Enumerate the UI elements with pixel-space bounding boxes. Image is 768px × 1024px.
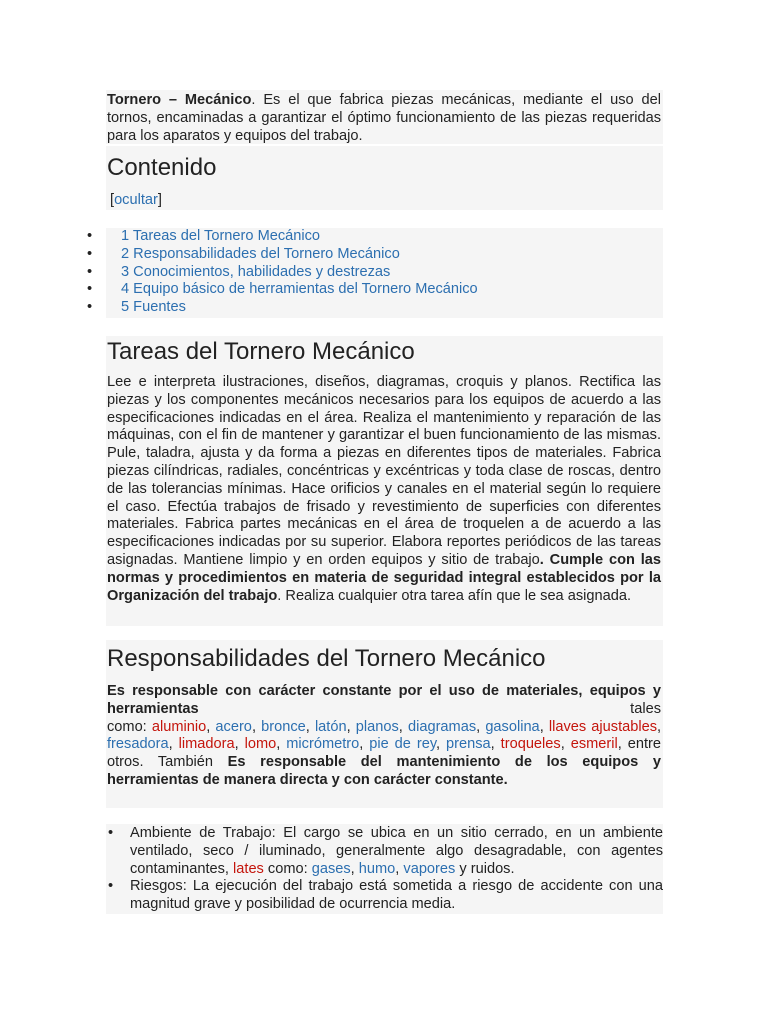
tasks-text: Lee e interpreta ilustraciones, diseños, diagramas, croquis y planos. Rectifica las piezas y los componentes mecánicos necesarios para los equipos de acuerdo a las especificaciones indicadas en el área. Realiza el mantenimiento y reparación de las máquinas, con el fin de mantener y garantizar el buen funcionamiento de las mismas. Pule, taladra, ajusta y da forma a piezas en diferentes tipos de materiales. Fabrica piezas cilíndricas, radiales, concéntricas y excéntricas y toda clase de roscas, dentro de las tolerancias mínimas. Hace orificios y canales en el material según lo requiere el caso. Efectúa trabajos de frisado y revestimiento de superficies con diferentes materiales. Fabrica partes mecánicas en el área de troquelen a de acuerdo a las especificaciones indicadas por su superior. Elabora reportes periódicos de las tareas asignadas. Mantiene limpio y en orden equipos y sitio de trabajo <box>107 374 661 568</box>
resp-line-1 <box>107 683 661 719</box>
link-llaves-ajustables[interactable]: llaves ajustables <box>548 718 658 735</box>
link-humo[interactable]: humo <box>358 860 396 877</box>
contents-heading: Contenido <box>107 154 217 181</box>
resp-bold-1: Es responsable con carácter constante por el uso de materiales, equipos y herramientas <box>107 683 661 717</box>
link-lates[interactable]: lates <box>233 860 264 877</box>
link-gasolina[interactable]: gasolina <box>485 718 540 735</box>
responsibilities-heading: Responsabilidades del Tornero Mecánico <box>107 645 546 672</box>
env-end: y ruidos. <box>455 860 515 877</box>
responsibilities-paragraph <box>107 683 661 790</box>
risk-item <box>106 878 663 914</box>
hide-toc-link[interactable]: ocultar <box>114 192 158 208</box>
toc-toggle <box>110 192 162 210</box>
environment-item: • Ambiente de Trabajo: El cargo se ubica en un sitio cerrado, en un ambiente ventilado, seco / iluminado, generalmente algo desagradable, con agentes contaminantes, lates como: gases, humo, vapores y ruidos. <box>106 825 663 878</box>
link-aluminio[interactable]: aluminio <box>151 718 207 735</box>
link-lomo[interactable]: lomo <box>244 736 277 753</box>
tasks-dot: . <box>539 551 550 568</box>
tasks-tail: . Realiza cualquier otra tarea afín que le sea asignada. <box>277 587 632 604</box>
toc-link-conocimientos[interactable]: 3 Conocimientos, habilidades y destrezas <box>121 263 391 280</box>
tasks-bold: Cumple con las normas y procedimientos en materia de seguridad integral establecidos por la Organización del trabajo <box>107 551 661 604</box>
tasks-heading: Tareas del Tornero Mecánico <box>107 338 415 365</box>
contents-header-block <box>106 146 663 210</box>
link-prensa[interactable]: prensa <box>446 736 491 753</box>
resp-bold-2: Es responsable del mantenimiento de los equipos y herramientas de manera directa y con carácter constante. <box>107 754 661 788</box>
link-diagramas[interactable]: diagramas <box>407 718 477 735</box>
toc-link-responsabilidades[interactable]: 2 Responsabilidades del Tornero Mecánico <box>121 245 400 262</box>
toc-block <box>106 228 663 318</box>
link-troqueles[interactable]: troqueles <box>500 736 561 753</box>
responsibilities-section <box>106 640 663 808</box>
intro-title: Tornero – Mecánico <box>107 92 252 108</box>
link-acero[interactable]: acero <box>215 718 252 735</box>
env-text: Ambiente de Trabajo: El cargo se ubica en un sitio cerrado, en un ambiente ventilado, seco / iluminado, generalmente algo desagradable, con agentes contaminantes, <box>130 825 663 877</box>
env-como: como: <box>263 860 312 877</box>
bracket-close: ] <box>157 192 162 208</box>
risk-text: Riesgos: La ejecución del trabajo está sometida a riesgo de accidente con una magnitud grave y posibilidad de ocurrencia media. <box>130 878 663 913</box>
toc-item[interactable] <box>99 281 478 299</box>
link-limadora[interactable]: limadora <box>178 736 235 753</box>
toc-item[interactable] <box>99 228 478 246</box>
link-planos[interactable]: planos <box>355 718 399 735</box>
link-vapores[interactable]: vapores <box>403 860 456 877</box>
link-laton[interactable]: latón <box>314 718 347 735</box>
tasks-paragraph <box>107 374 661 605</box>
link-gases[interactable]: gases <box>311 860 351 877</box>
toc-item[interactable] <box>99 264 478 282</box>
intro-text: . Es el que fabrica piezas mecánicas, mediante el uso del tornos, encaminadas a garantizar el óptimo funcionamiento de las piezas requeridas para los aparatos y equipos del trabajo. <box>107 92 662 144</box>
link-fresadora[interactable]: fresadora <box>107 736 169 753</box>
link-pie-de-rey[interactable]: pie de rey <box>369 736 437 753</box>
toc-link-fuentes[interactable]: 5 Fuentes <box>121 299 186 316</box>
resp-body: como: aluminio, acero, bronce, latón, planos, diagramas, gasolina, llaves ajustables, fresadora, limadora, lomo, micrómetro, pie de rey, prensa, troqueles, esmeril, entre otros. También Es responsable del mantenimiento de los equipos y herramientas de manera directa y con carácter constante. <box>107 718 662 788</box>
toc-list <box>99 228 478 317</box>
link-bronce[interactable]: bronce <box>261 718 306 735</box>
bracket-open: [ <box>110 192 115 208</box>
resp-entre: , entre otros. También <box>107 736 662 771</box>
link-micrometro[interactable]: micrómetro <box>286 736 360 753</box>
resp-como: como: <box>107 718 152 735</box>
toc-link-tareas[interactable]: 1 Tareas del Tornero Mecánico <box>121 228 321 244</box>
environment-block <box>106 824 663 914</box>
environment-list <box>106 825 663 914</box>
resp-tales: tales <box>630 700 661 717</box>
tasks-section <box>106 336 663 626</box>
toc-item[interactable] <box>99 246 478 264</box>
toc-link-equipo[interactable]: 4 Equipo básico de herramientas del Tornero Mecánico <box>121 281 478 298</box>
intro-block <box>106 90 663 144</box>
link-esmeril[interactable]: esmeril <box>570 736 618 753</box>
toc-item[interactable] <box>99 299 478 317</box>
intro-paragraph <box>107 92 661 145</box>
